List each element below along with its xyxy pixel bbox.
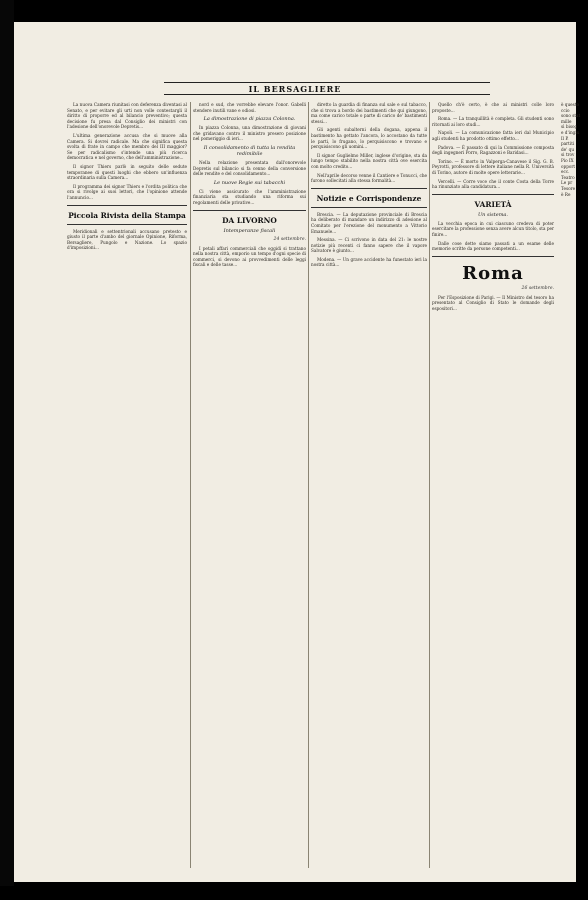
header-rule-bottom bbox=[164, 94, 490, 95]
article-paragraph: Il signor Guglielmo Miller, inglese d'origine, sta da lungo tempo stabilito nella nostra città ove esercita con molto credito... bbox=[311, 152, 427, 169]
column-divider bbox=[308, 102, 309, 868]
article-title: Il consolidamento di tutta la rendita redimibile bbox=[203, 144, 296, 157]
article-paragraph: nord e sud, che vorrebbe elevare l'onor. Gabelli stendere inutili vane e odiosi. bbox=[193, 102, 306, 113]
article-paragraph: Ci viene assicurato che l'amministrazione finanziaria sta studiando una riforma sui regolamenti delle privative... bbox=[193, 188, 306, 205]
article-paragraph: L'ultima generazione accusa che si muove alla Camera. Si dovrei radicale. Ma che significa questa svolta di frate in campo che membro del III maggior? Se per radicalismo s'intende una più ricerca democratica e nel governo, che dell'amministrazione... bbox=[67, 132, 187, 161]
article-paragraph: Per l'Esposizione di Parigi. — Il Ministro del tesoro ha presentato al Consiglio di Stato le domande degli espositori... bbox=[432, 294, 554, 311]
fragment-line: Teatro bbox=[561, 174, 575, 180]
article-paragraph: Il signor Thiers parlò in seguito delle sedute temporanee di questi luoghi che ebbero un'influenza straordinaria sulla Camera... bbox=[67, 163, 187, 181]
fragment-line: si trov bbox=[561, 152, 575, 158]
section-subheading: Un sistema. bbox=[477, 211, 509, 218]
fragment-line: sono stat bbox=[561, 113, 581, 119]
section-rule bbox=[67, 205, 187, 206]
article-paragraph: La nuova Camera riunitasi con deferenza diventasi al Senato, e per evitare gli urti non volle contestargli il diritto di proporre ed al bilancio preventivo; questa decisione fu presa dal Consiglio dei ministri con l'adesione dell'onorevole Depretis... bbox=[67, 102, 187, 130]
article-paragraph: Roma. — La tranquillità è completa. Gli studenti sono ritornati ai loro studi... bbox=[432, 116, 554, 127]
article-paragraph: Messina. — Ci scrivono in data del 21: le nostre notizie più recenti ci fanno sapere che il vapore Salvatore è giunto... bbox=[311, 237, 427, 254]
fragment-line: Pio IX bbox=[561, 157, 574, 163]
section-heading: Notizie e Corrispondenze bbox=[316, 193, 422, 203]
article-paragraph: Brescia. — La deputazione provinciale di Brescia ha deliberato di mandare un indirizzo di adesione al Comitato per l'erezione del monumento a Vittorio Emanuele... bbox=[311, 211, 427, 234]
page-header bbox=[14, 82, 576, 96]
fragment-line: partiti bbox=[561, 141, 575, 147]
fragment-line: ccio bbox=[561, 107, 570, 113]
header-rule-top bbox=[164, 82, 490, 83]
fragment-line: e d'ingiu bbox=[561, 129, 580, 135]
dateline: 26 settembre. bbox=[521, 285, 554, 291]
section-heading-roma: Roma bbox=[462, 262, 524, 284]
fragment-line: è Re bbox=[561, 191, 571, 197]
fragment-line: Tesore bbox=[561, 185, 576, 191]
fragment-line: ecc. bbox=[561, 169, 570, 175]
section-rule bbox=[67, 224, 187, 225]
column-divider bbox=[190, 102, 191, 868]
section-rule bbox=[432, 256, 554, 257]
column-1 bbox=[67, 102, 187, 868]
fragment-line: è questo bbox=[561, 102, 580, 107]
article-paragraph: Nella relazione presentata dall'onorevole Depretis sul bilancio si fa cenno della conversione delle rendite e del consolidamento... bbox=[193, 159, 306, 177]
article-paragraph: Modena. — Un grave accidente ha funestato ieri la nostra città... bbox=[311, 256, 427, 268]
column-divider bbox=[429, 102, 430, 868]
section-heading: DA LIVORNO bbox=[222, 215, 277, 225]
scan-edge-left bbox=[0, 0, 14, 900]
article-title: Le nuove Regie sui tabacchi bbox=[213, 179, 286, 186]
section-rule bbox=[311, 207, 427, 208]
article-paragraph: Nell'aprile decorso venne il Cantiere e Tonucci, che furono sollecitati alla stessa formalità... bbox=[311, 172, 427, 184]
fragment-line: de' qu bbox=[561, 146, 575, 152]
article-paragraph: Padova. — È passato di qui la Commissione composta degli ingegneri Porro, Ragazzoni e Baridasi... bbox=[432, 144, 554, 156]
article-paragraph: Quello ch'è certo, è che ai ministri colle loro proposte... bbox=[432, 102, 554, 113]
section-subheading: Intemperanze fiscali bbox=[223, 227, 276, 234]
article-paragraph: Il programma dei signor Thiers e l'ordita politica che ora si rivolge ai suoi lettori, che l'opinione attende l'annuncio... bbox=[67, 183, 187, 200]
column-2 bbox=[193, 102, 306, 868]
section-rule bbox=[311, 188, 427, 189]
scan-edge-bottom bbox=[0, 886, 588, 900]
column-4 bbox=[432, 102, 554, 868]
adjacent-page-fragment bbox=[561, 102, 581, 868]
article-paragraph: Meridionali e settentrionali accusano pretesto e giusto il parte d'ambo del giornale Opinione, Riforma, Bersagliere, Pungolo e Nazione. Lo spazio d'imposizioni... bbox=[67, 228, 187, 251]
section-rule bbox=[432, 194, 554, 195]
article-paragraph: Napoli. — La comunicazione fatta ieri dal Municipio agli studenti ha prodotto ottimo effetto... bbox=[432, 130, 554, 141]
article-paragraph: I petali affari commerciali che oggidì si trattano nella nostra città, emporio un tempo d'ogni specie di commerci, si devono ai provvedimenti delle leggi fiscali e delle tasse... bbox=[193, 245, 306, 268]
dateline: 24 settembre. bbox=[273, 236, 306, 242]
column-3 bbox=[311, 102, 427, 868]
fragment-line: mille bbox=[561, 118, 572, 124]
fragment-line: sì bisog bbox=[561, 124, 578, 130]
article-paragraph: Vercelli. — Corre voce che il conte Costa della Torre ha rinunziato alla candidatura... bbox=[432, 178, 554, 190]
article-paragraph: Gli agenti subalterni della dogana, appena il bastimento ha gettato l'ancora, lo accostano da tutte le parti, lo frugano, lo perquisiscono e trovano e perquisiscono gli uomini... bbox=[311, 127, 427, 150]
fragment-line: Il P. bbox=[561, 135, 569, 141]
fragment-line: Le pr bbox=[561, 180, 573, 186]
article-paragraph: diretto la guardia di finanza sul sale e sul tabacco, che si trova a bordo dei bastimenti che qui giungono, ma come carico totale o parte di carico de' bastimenti stessi... bbox=[311, 102, 427, 124]
article-paragraph: Dalle cose dette siamo passati a un esame delle memorie scritte da persone competenti... bbox=[432, 240, 554, 252]
article-title: La dimostrazione di piazza Colonna. bbox=[203, 116, 296, 123]
article-paragraph: La vecchia epoca in cui ciascuno credeva di poter esercitare la professione senza avere alcun titolo, sta per finire... bbox=[432, 220, 554, 237]
section-heading: Piccola Rivista della Stampa bbox=[68, 210, 186, 220]
article-paragraph: Torino. — È morto in Valperga-Canavese il Sig. G. B. Peyrotti, professore di lettere italiane nella R. Università di Torino, autore di molte opere letterarie... bbox=[432, 158, 554, 175]
article-paragraph: In piazza Colonna, una dimostrazione di giovani che gridavano contro il ministro presero posizione nel pomeriggio di ieri... bbox=[193, 125, 306, 142]
section-rule bbox=[193, 210, 306, 211]
fragment-line: opport bbox=[561, 163, 576, 169]
newspaper-page bbox=[14, 22, 581, 882]
section-heading: VARIETÀ bbox=[474, 199, 512, 209]
masthead: IL BERSAGLIERE bbox=[248, 84, 342, 94]
